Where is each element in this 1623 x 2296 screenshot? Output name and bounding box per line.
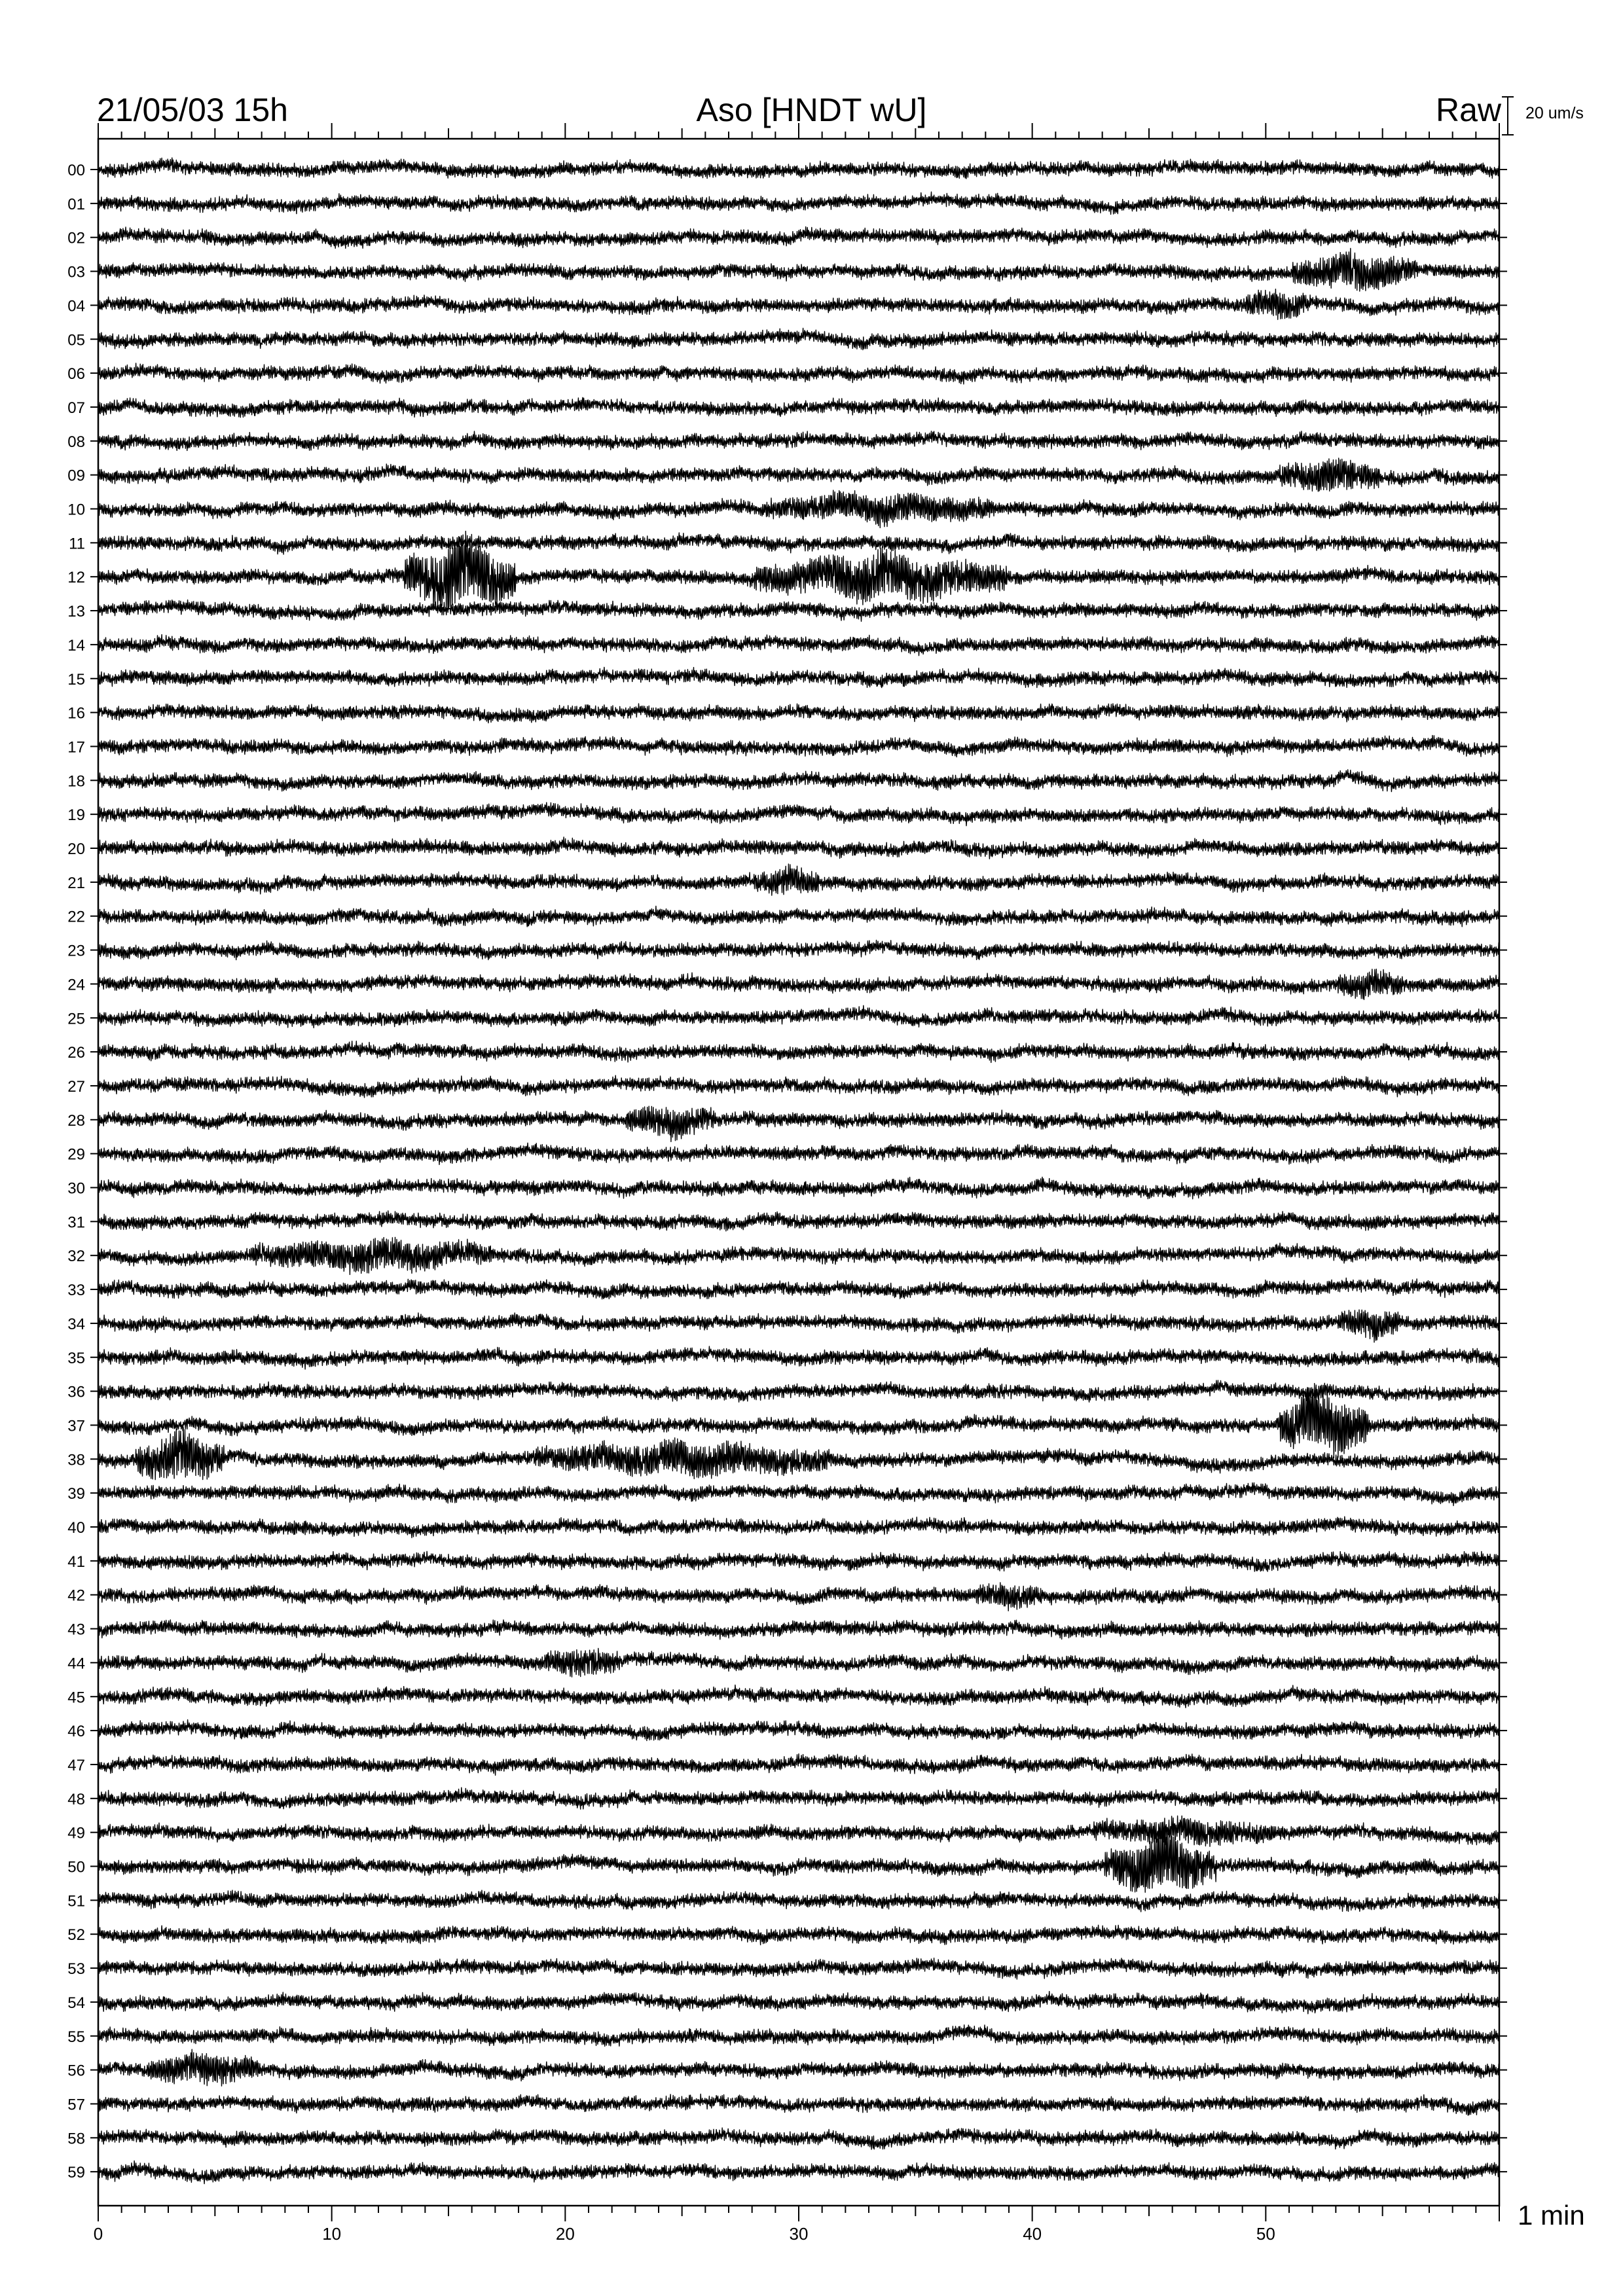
trace-row-25 <box>98 1005 1499 1028</box>
row-label: 27 <box>67 1077 85 1096</box>
row-label: 31 <box>67 1213 85 1232</box>
trace-row-13 <box>98 600 1499 622</box>
x-tick-label: 50 <box>1256 2224 1275 2244</box>
trace-row-28 <box>98 1106 1499 1141</box>
trace-row-30 <box>98 1177 1499 1198</box>
row-label: 44 <box>67 1655 85 1673</box>
trace-row-16 <box>98 704 1499 723</box>
trace-row-57 <box>98 2094 1499 2115</box>
row-label: 46 <box>67 1723 85 1741</box>
row-label: 52 <box>67 1926 85 1945</box>
trace-row-00 <box>98 158 1499 179</box>
trace-row-45 <box>98 1685 1499 1708</box>
mode-label: Raw <box>1435 92 1501 128</box>
trace-row-40 <box>98 1516 1499 1537</box>
trace-row-41 <box>98 1551 1499 1571</box>
x-tick-label: 30 <box>789 2224 809 2244</box>
trace-row-53 <box>98 1958 1499 1979</box>
row-label: 33 <box>67 1282 85 1300</box>
x-tick-label: 0 <box>93 2224 103 2244</box>
trace-row-24 <box>98 969 1499 1000</box>
row-label: 30 <box>67 1179 85 1198</box>
row-label: 01 <box>67 195 85 213</box>
x-tick-label: 10 <box>322 2224 342 2244</box>
trace-row-34 <box>98 1310 1499 1342</box>
row-label: 39 <box>67 1485 85 1503</box>
row-label: 26 <box>67 1044 85 1062</box>
trace-row-59 <box>98 2161 1499 2184</box>
row-label: 12 <box>67 569 85 587</box>
trace-row-31 <box>98 1211 1499 1231</box>
row-label: 37 <box>67 1417 85 1435</box>
trace-row-22 <box>98 906 1499 927</box>
trace-row-10 <box>98 490 1499 528</box>
trace-row-20 <box>98 837 1499 859</box>
trace-row-32 <box>98 1238 1499 1275</box>
row-label: 55 <box>67 2028 85 2046</box>
trace-row-18 <box>98 770 1499 792</box>
trace-row-42 <box>98 1583 1499 1611</box>
x-tick-label: 20 <box>555 2224 575 2244</box>
row-label: 21 <box>67 874 85 892</box>
row-label: 34 <box>67 1315 85 1333</box>
trace-row-36 <box>98 1380 1499 1402</box>
trace-row-11 <box>98 533 1499 554</box>
trace-row-21 <box>98 864 1499 895</box>
trace-row-08 <box>98 431 1499 451</box>
row-label: 20 <box>67 840 85 858</box>
plot-frame <box>98 139 1499 2206</box>
row-label: 18 <box>67 772 85 791</box>
trace-row-27 <box>98 1075 1499 1098</box>
row-label: 45 <box>67 1689 85 1707</box>
row-label: 49 <box>67 1824 85 1842</box>
row-label: 10 <box>67 501 85 519</box>
trace-row-04 <box>98 289 1499 320</box>
row-label: 25 <box>67 1010 85 1028</box>
row-label: 29 <box>67 1145 85 1164</box>
row-label: 11 <box>69 535 85 553</box>
row-label: 57 <box>67 2096 85 2114</box>
trace-row-14 <box>98 635 1499 656</box>
row-label: 36 <box>67 1383 85 1401</box>
row-label: 42 <box>67 1587 85 1605</box>
trace-row-48 <box>98 1787 1499 1809</box>
row-label: 48 <box>67 1790 85 1808</box>
row-label: 09 <box>67 467 85 485</box>
x-tick-label: 40 <box>1023 2224 1042 2244</box>
trace-row-33 <box>98 1278 1499 1299</box>
row-label: 50 <box>67 1858 85 1876</box>
trace-row-05 <box>98 329 1499 350</box>
row-label: 54 <box>67 1994 85 2012</box>
row-label: 53 <box>67 1960 85 1979</box>
row-label: 02 <box>67 229 85 247</box>
trace-row-09 <box>98 458 1499 492</box>
trace-row-39 <box>98 1483 1499 1506</box>
row-label: 38 <box>67 1451 85 1469</box>
row-label: 24 <box>67 976 85 994</box>
trace-row-51 <box>98 1890 1499 1912</box>
trace-row-02 <box>98 227 1499 249</box>
trace-row-03 <box>98 248 1499 291</box>
trace-row-47 <box>98 1754 1499 1776</box>
trace-row-26 <box>98 1041 1499 1063</box>
trace-row-06 <box>98 363 1499 384</box>
trace-row-43 <box>98 1620 1499 1640</box>
trace-row-23 <box>98 941 1499 960</box>
trace-row-44 <box>98 1649 1499 1677</box>
trace-row-01 <box>98 192 1499 214</box>
trace-row-52 <box>98 1925 1499 1945</box>
trace-row-17 <box>98 736 1499 757</box>
row-label: 28 <box>67 1111 85 1130</box>
x-unit-label: 1 min <box>1518 2200 1585 2231</box>
amplitude-scale-label: 20 um/s <box>1525 104 1584 122</box>
row-label: 43 <box>67 1621 85 1639</box>
trace-row-15 <box>98 667 1499 687</box>
row-label: 07 <box>67 399 85 417</box>
row-label: 04 <box>67 297 85 315</box>
station-title: Aso [HNDT wU] <box>696 92 927 128</box>
trace-row-07 <box>98 397 1499 417</box>
row-label: 15 <box>67 670 85 689</box>
trace-row-55 <box>98 2025 1499 2047</box>
trace-row-54 <box>98 1992 1499 2014</box>
row-label: 17 <box>67 738 85 757</box>
row-label: 13 <box>67 603 85 621</box>
row-label: 14 <box>67 636 85 655</box>
row-label: 19 <box>67 806 85 825</box>
row-label: 41 <box>67 1552 85 1571</box>
trace-row-35 <box>98 1346 1499 1369</box>
trace-row-49 <box>98 1816 1499 1846</box>
row-label: 08 <box>67 433 85 451</box>
row-label: 59 <box>67 2164 85 2182</box>
row-label: 23 <box>67 942 85 960</box>
row-label: 05 <box>67 331 85 350</box>
trace-row-29 <box>98 1143 1499 1164</box>
row-label: 22 <box>67 908 85 926</box>
row-label: 40 <box>67 1519 85 1537</box>
row-label: 58 <box>67 2130 85 2148</box>
date-hour-label: 21/05/03 15h <box>97 92 288 128</box>
row-label: 32 <box>67 1247 85 1266</box>
trace-row-46 <box>98 1720 1499 1741</box>
trace-row-58 <box>98 2128 1499 2149</box>
row-label: 03 <box>67 263 85 281</box>
trace-row-56 <box>98 2049 1499 2086</box>
row-label: 35 <box>67 1349 85 1367</box>
row-label: 47 <box>67 1756 85 1774</box>
row-label: 16 <box>67 704 85 723</box>
row-label: 56 <box>67 2062 85 2080</box>
row-label: 00 <box>67 162 85 179</box>
trace-row-19 <box>98 802 1499 826</box>
row-label: 51 <box>67 1892 85 1910</box>
row-label: 06 <box>67 365 85 384</box>
